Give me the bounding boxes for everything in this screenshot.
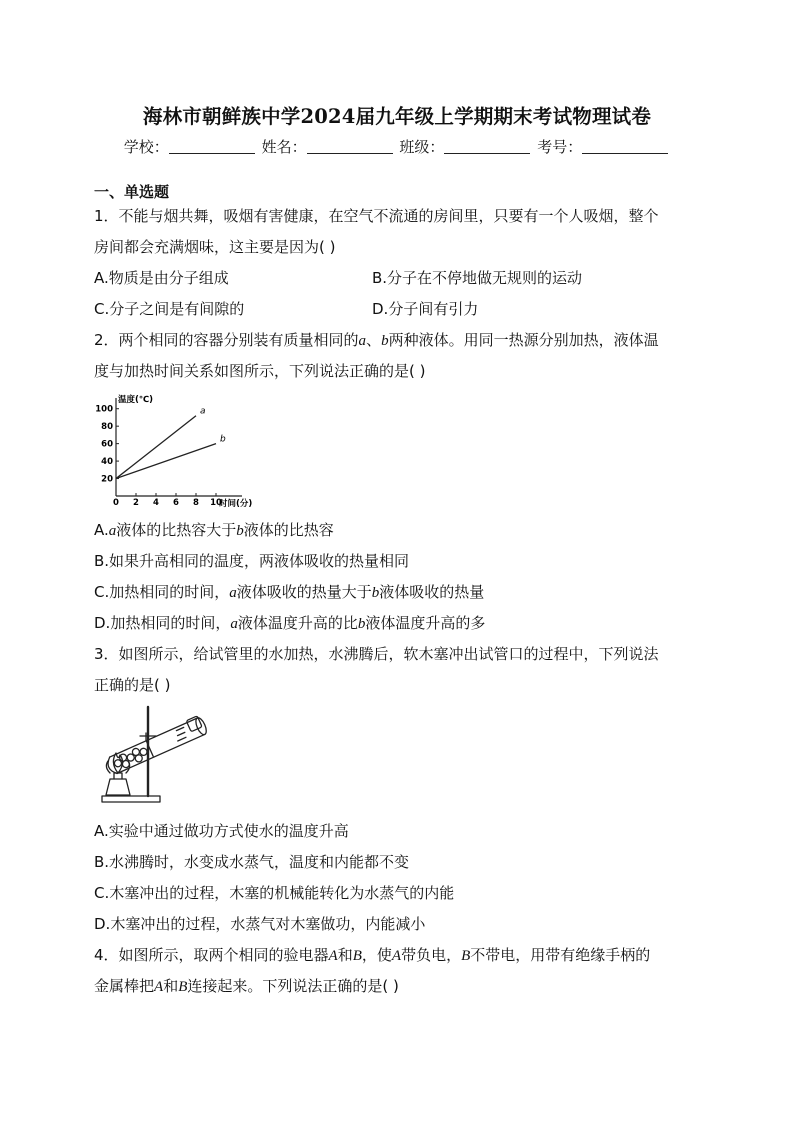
exam-number-blank[interactable] [582, 139, 668, 154]
stand-base [102, 796, 160, 802]
series-label-a: a [200, 406, 206, 417]
x-tick-label: 4 [153, 498, 159, 508]
y-tick-label: 20 [101, 474, 113, 485]
q2-option-d: D.加热相同的时间，a液体温度升高的比b液体温度升高的多 [94, 614, 486, 632]
q2-stem-line1: 2．两个相同的容器分别装有质量相同的a、b两种液体。用同一热源分别加热，液体温 [94, 331, 659, 349]
q4-stem-line1: 4．如图所示，取两个相同的验电器A和B，使A带负电，B不带电，用带有绝缘手柄的 [94, 946, 651, 964]
x-tick-label: 6 [173, 498, 179, 508]
q1-option-c: C.分子之间是有间隙的 [94, 300, 245, 318]
section-heading: 一、单选题 [94, 183, 170, 201]
class-blank[interactable] [444, 139, 530, 154]
q3-option-b: B.水沸腾时，水变成水蒸气，温度和内能都不变 [94, 853, 410, 871]
q1-option-d: D.分子间有引力 [372, 300, 479, 318]
q4-stem-line2: 金属棒把A和B连接起来。下列说法正确的是( ) [94, 977, 399, 995]
school-blank[interactable] [169, 139, 255, 154]
x-tick-label: 2 [133, 498, 139, 508]
test-tube [105, 716, 208, 775]
name-label: 姓名： [261, 138, 307, 156]
x-tick-label: 0 [113, 498, 119, 508]
q2-option-b: B.如果升高相同的温度，两液体吸收的热量相同 [94, 552, 410, 570]
q3-option-c: C.木塞冲出的过程，木塞的机械能转化为水蒸气的内能 [94, 884, 455, 902]
alcohol-lamp [106, 779, 130, 795]
name-blank[interactable] [307, 139, 393, 154]
q1-stem-line1: 1．不能与烟共舞，吸烟有害健康，在空气不流通的房间里，只要有一个人吸烟，整个 [94, 207, 659, 225]
q2-option-c: C.加热相同的时间，a液体吸收的热量大于b液体吸收的热量 [94, 583, 485, 601]
class-label: 班级： [399, 138, 445, 156]
q1-stem-line2: 房间都会充满烟味，这主要是因为( ) [94, 238, 336, 256]
y-tick-label: 100 [95, 404, 113, 415]
q2-option-a: A.a液体的比热容大于b液体的比热容 [94, 521, 334, 539]
q2-stem-line2: 度与加热时间关系如图所示，下列说法正确的是( ) [94, 362, 426, 380]
q3-test-tube-apparatus [96, 703, 216, 807]
y-tick-label: 40 [101, 457, 113, 468]
y-axis-label: 温度(℃) [118, 395, 154, 405]
x-axis-label: 时间(分) [219, 499, 253, 509]
q3-option-a: A.实验中通过做功方式使水的温度升高 [94, 822, 349, 840]
school-label: 学校： [123, 138, 169, 156]
x-tick-label: 10 [210, 498, 222, 508]
series-line-b [116, 444, 216, 479]
q2-temperature-time-graph [88, 388, 288, 512]
q1-option-b: B.分子在不停地做无规则的运动 [372, 269, 583, 287]
student-info-row [0, 136, 794, 157]
y-tick-label: 60 [101, 439, 113, 450]
series-label-b: b [220, 434, 226, 445]
x-tick-label: 8 [193, 498, 199, 508]
q3-stem-line2: 正确的是( ) [94, 676, 171, 694]
exam-number-label: 考号： [537, 138, 583, 156]
q3-stem-line1: 3．如图所示，给试管里的水加热，水沸腾后，软木塞冲出试管口的过程中，下列说法 [94, 645, 659, 663]
q1-option-a: A.物质是由分子组成 [94, 269, 229, 287]
series-line-a [116, 416, 196, 479]
q3-option-d: D.木塞冲出的过程，水蒸气对木塞做功，内能减小 [94, 915, 426, 933]
y-tick-label: 80 [101, 422, 113, 433]
exam-title: 海林市朝鲜族中学2024届九年级上学期期末考试物理试卷 [142, 105, 652, 128]
